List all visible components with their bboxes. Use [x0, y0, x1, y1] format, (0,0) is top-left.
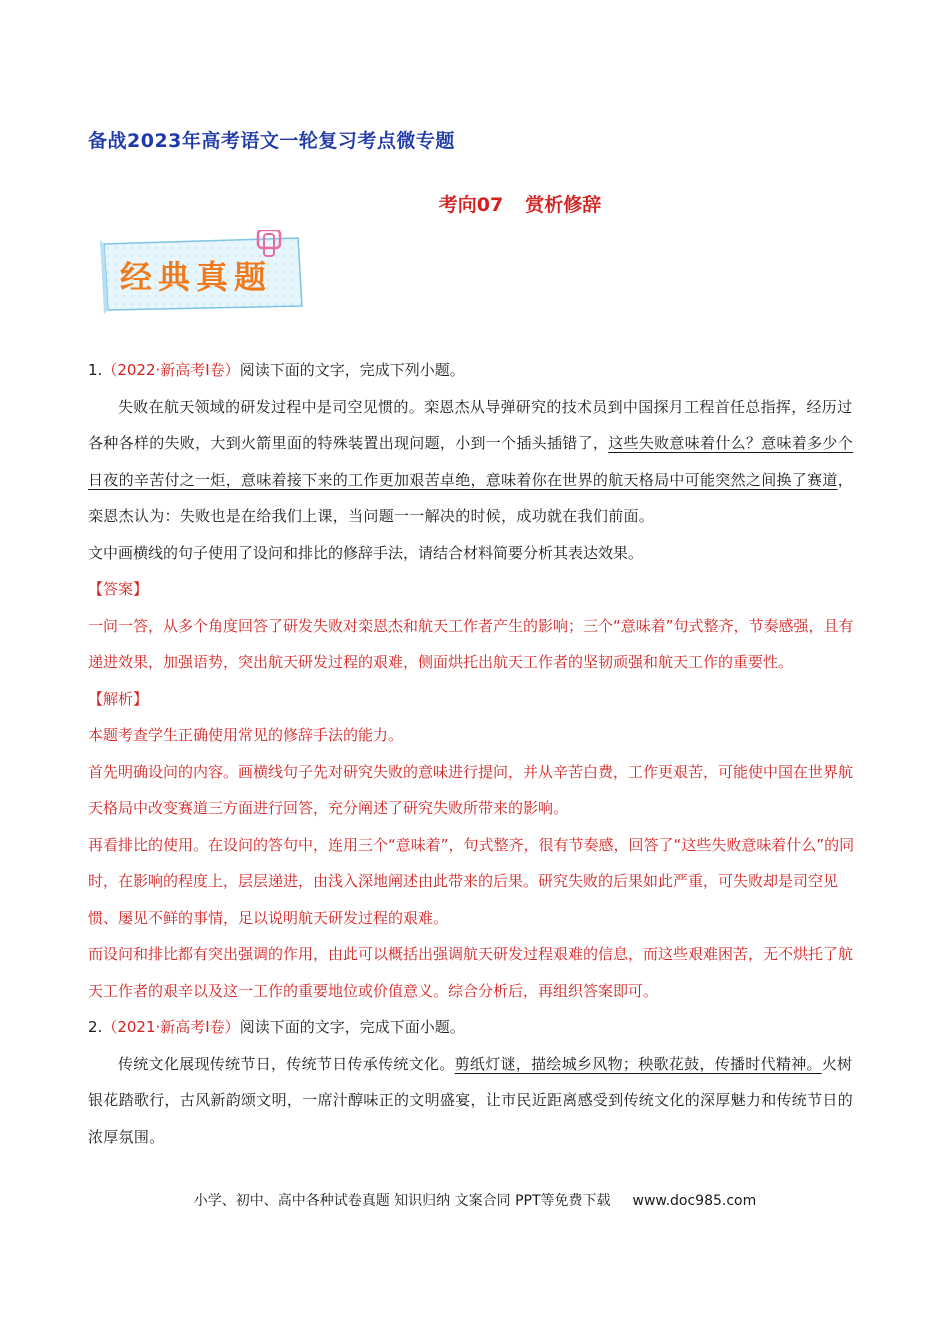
- q1-heading: [88, 352, 863, 389]
- footer-url[interactable]: www.doc985.com: [632, 1193, 757, 1209]
- q1-source: （2022·新高考I卷）: [102, 361, 240, 379]
- series-title: 备战2023年高考语文一轮复习考点微专题: [88, 130, 455, 152]
- page-footer: [0, 1190, 950, 1210]
- banner-text: 经典真题: [120, 258, 273, 296]
- q1-analysis-line: 而设问和排比都有突出强调的作用，由此可以概括出强调航天研发过程艰难的信息，而这些艰难困苦，无不烘托了航天工作者的艰辛以及这一工作的重要地位或价值意义。综合分析后，再组织答案即可。: [88, 945, 854, 1000]
- q1-analysis-label: 【解析】: [88, 689, 149, 708]
- q2-underlined-sentence: 剪纸灯谜，描绘城乡风物；秧歌花鼓，传播时代精神。: [454, 1054, 822, 1073]
- q1-passage-tail: ，栾恩杰认为：失败也是在给我们上课，当问题一一解决的时候，成功就在我们前面。: [88, 470, 854, 525]
- q1-question: 文中画横线的句子使用了设问和排比的修辞手法，请结合材料简要分析其表达效果。: [88, 543, 644, 562]
- q2-heading: [88, 1009, 863, 1046]
- q1-answer: 一问一答，从多个角度回答了研发失败对栾恩杰和航天工作者产生的影响；三个“意味着”句式整齐，节奏感强，且有递进效果，加强语势，突出航天研发过程的艰难，侧面烘托出航天工作者的坚韧顽强和航天工作的重要性。: [88, 616, 854, 671]
- q1-passage: [88, 389, 863, 535]
- topic-title: [0, 190, 950, 217]
- q1-analysis-line: 首先明确设问的内容。画横线句子先对研究失败的意味进行提问，并从辛苦白费，工作更艰苦，可能使中国在世界航天格局中改变赛道三方面进行回答，充分阐述了研究失败所带来的影响。: [88, 762, 854, 817]
- section-banner: [98, 230, 308, 316]
- q1-passage-text: 失败在航天领域的研发过程中是司空见惯的。栾恩杰从导弹研究的技术员到中国探月工程首任总指挥，经历过各种各样的失败，大到火箭里面的特殊装置出现问题，小到一个插头插错了，: [88, 397, 853, 452]
- footer-text: 小学、初中、高中各种试卷真题 知识归纳 文案合同 PPT等免费下载: [193, 1193, 611, 1209]
- q1-underlined-sentence: 这些失败意味着什么？意味着多少个日夜的辛苦付之一炬，意味着接下来的工作更加艰苦卓绝，意味着你在世界的航天格局中可能突然之间换了赛道: [88, 434, 854, 489]
- q2-number: 2.: [88, 1018, 103, 1036]
- q1-analysis-line: 再看排比的使用。在设问的答句中，连用三个“意味着”，句式整齐，很有节奏感，回答了“这些失败意味着什么”的同时，在影响的程度上，层层递进，由浅入深地阐述由此带来的后果。研究失败的后果如此严重，可失败却是司空见惯、屡见不鲜的事情，足以说明航天研发过程的艰难。: [88, 835, 855, 927]
- q1-answer-label: 【答案】: [88, 580, 149, 598]
- q1-instruction: 阅读下面的文字，完成下列小题。: [239, 361, 465, 379]
- document-content: [88, 352, 863, 1155]
- topic-name: 赏析修辞: [525, 194, 602, 216]
- q2-passage-tail: 火树银花踏歌行，古风新韵颂文明，一席汁醇味正的文明盛宴，让市民近距离感受到传统文化的深厚魅力和传统节日的浓厚氛围。: [88, 1054, 854, 1146]
- topic-number: 考向07: [438, 194, 504, 216]
- q2-source: （2021·新高考I卷）: [102, 1018, 240, 1036]
- q2-passage-text: 传统文化展现传统节日，传统节日传承传统文化。: [118, 1054, 455, 1073]
- q1-number: 1.: [88, 361, 103, 379]
- q2-passage: [88, 1046, 863, 1156]
- q1-analysis-line: 本题考查学生正确使用常见的修辞手法的能力。: [88, 726, 404, 744]
- q2-instruction: 阅读下面的文字，完成下面小题。: [239, 1018, 465, 1036]
